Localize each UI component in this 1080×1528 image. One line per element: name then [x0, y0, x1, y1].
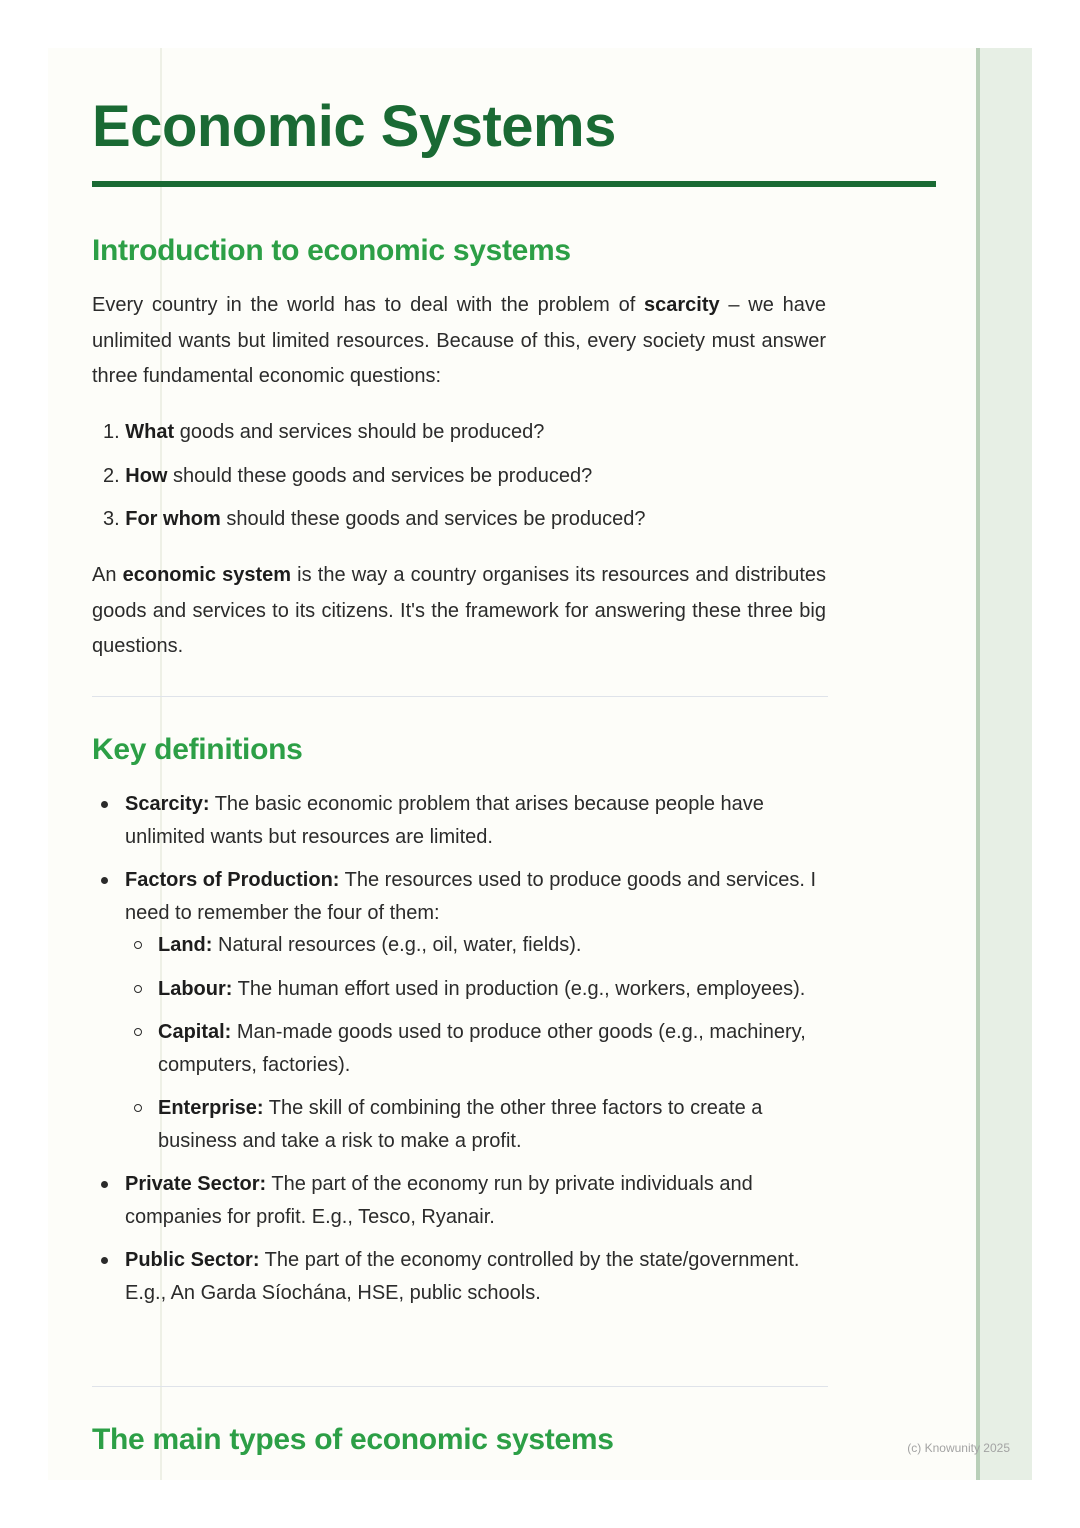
intro-text-1: Every country in the world has to deal with the problem of [92, 294, 645, 316]
factor-labour: Labour: The human effort used in production (e.g., workers, employees). [125, 973, 832, 1006]
definition-scarcity: Scarcity: The basic economic problem that arises because people have unlimited wants but resources are limited. [92, 788, 832, 853]
title-underline [92, 181, 936, 187]
factor-enterprise: Enterprise: The skill of combining the other three factors to create a business and take a risk to make a profit. [125, 1092, 832, 1157]
copyright-text: (c) Knowunity 2025 [907, 1441, 1010, 1455]
questions-list [92, 417, 646, 548]
list-item: 3. For whom should these goods and services be produced? [103, 508, 646, 530]
definition-factors-of-production: Factors of Production: The resources used to produce goods and services. I need to remember the four of them: Land: Natural resources (e.g., oil, water, fields). Labour: The human effort used in production (e.g., workers, employees). Capital: Man-made goods used to produce other goods (e.g., machinery, computers, factories). Enterprise: The skill of combining the other three factors to create a business and take a risk to make a profit. [92, 864, 832, 1157]
economic-system-paragraph: An economic system is the way a country organises its resources and distributes goods and services to its citizens. It's the framework for answering these three big questions. [92, 564, 826, 657]
factor-capital: Capital: Man-made goods used to produce other goods (e.g., machinery, computers, factories). [125, 1016, 832, 1081]
definition-private-sector: Private Sector: The part of the economy run by private individuals and companies for profit. E.g., Tesco, Ryanair. [92, 1168, 832, 1233]
definitions-heading: Key definitions [92, 733, 303, 766]
term-economic-system: economic system [122, 564, 292, 586]
right-margin-strip [976, 48, 1032, 1480]
definition-public-sector: Public Sector: The part of the economy controlled by the state/government. E.g., An Garda Síochána, HSE, public schools. [92, 1244, 832, 1309]
intro-text-2: – we have unlimited wants but limited resources. Because of this, every society must answer three fundamental economic questions: [92, 294, 826, 387]
section-divider [92, 696, 828, 697]
right-margin-line [976, 48, 980, 1480]
factor-land: Land: Natural resources (e.g., oil, water, fields). [125, 929, 832, 962]
list-item: 1. What goods and services should be produced? [103, 421, 545, 443]
term-scarcity: scarcity [644, 294, 720, 316]
section-divider [92, 1386, 828, 1387]
list-item: 2. How should these goods and services be produced? [103, 464, 593, 487]
factors-list [125, 929, 832, 1157]
note-page [48, 48, 1032, 1480]
intro-paragraph [92, 288, 826, 395]
definitions-list [92, 788, 832, 1320]
intro-heading: Introduction to economic systems [92, 234, 571, 267]
page-title: Economic Systems [92, 94, 616, 159]
types-heading: The main types of economic systems [92, 1423, 614, 1456]
